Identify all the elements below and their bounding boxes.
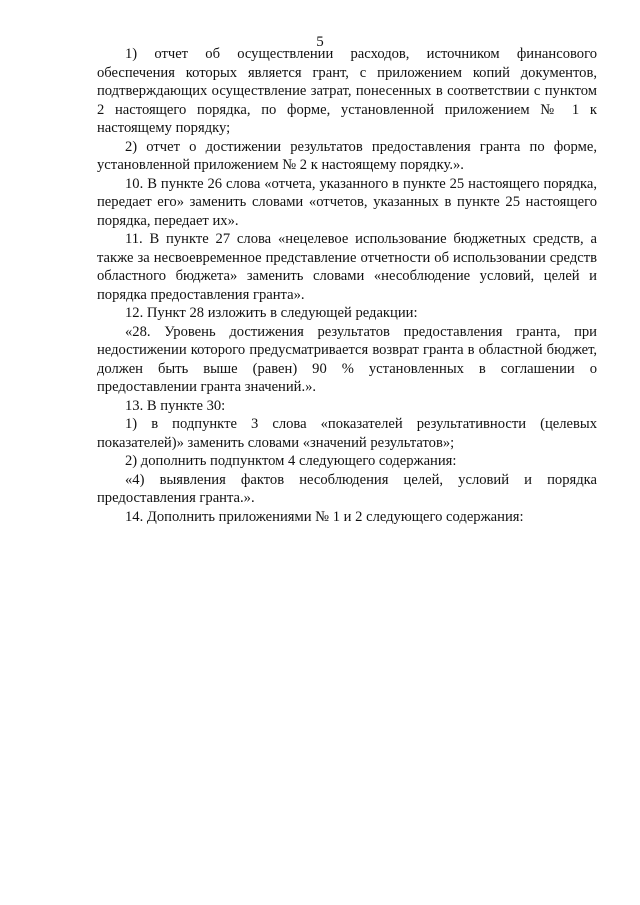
page-number: 5 [316,34,324,50]
paragraph-item-14: 14. Дополнить приложениями № 1 и 2 следующего содержания: [125,508,524,525]
document-body [97,45,597,526]
paragraph-item-13: 13. В пункте 30: [125,397,226,414]
paragraph-item-10: 10. В пункте 26 слова «отчета, указанного в пункте 25 настоящего порядка, передает его» заменить словами «отчетов, указанных в пункте 25 настоящего порядка, передает их». [97,175,597,229]
paragraph-item-28-text: «28. Уровень достижения результатов предоставления гранта, при недостижении которого предусматривается возврат гранта в областной бюджет, должен быть выше (равен) 90 % установленных в соглашении о предоставлении гранта значений.». [97,323,597,395]
paragraph-report-results: 2) отчет о достижении результатов предоставления гранта по форме, установленной приложением № 2 к настоящему порядку.». [97,138,597,173]
paragraph-subitem-1: 1) в подпункте 3 слова «показателей результативности (целевых показателей)» заменить словами «значений результатов»; [97,416,597,451]
paragraph-subitem-2: 2) дополнить подпунктом 4 следующего содержания: [125,453,457,469]
paragraph-report-expenses: 1) отчет об осуществлении расходов, источником финансового обеспечения которых является грант, с приложением копий документов, подтверждающих осуществление затрат, понесенных в соответствии с пунктом 2 настоящего порядка, по форме, установленной приложением № 1 к настоящему порядку; [97,46,597,136]
paragraph-item-11: 11. В пункте 27 слова «нецелевое использование бюджетных средств, а также за несвоевременное представление отчетности об использовании средств областного бюджета» заменить словами «несоблюдение условий, целей и порядка предоставления гранта». [97,231,597,303]
paragraph-item-12: 12. Пункт 28 изложить в следующей редакции: [125,305,418,321]
paragraph-subitem-4-text: «4) выявления фактов несоблюдения целей, условий и порядка предоставления гранта.». [97,471,597,506]
